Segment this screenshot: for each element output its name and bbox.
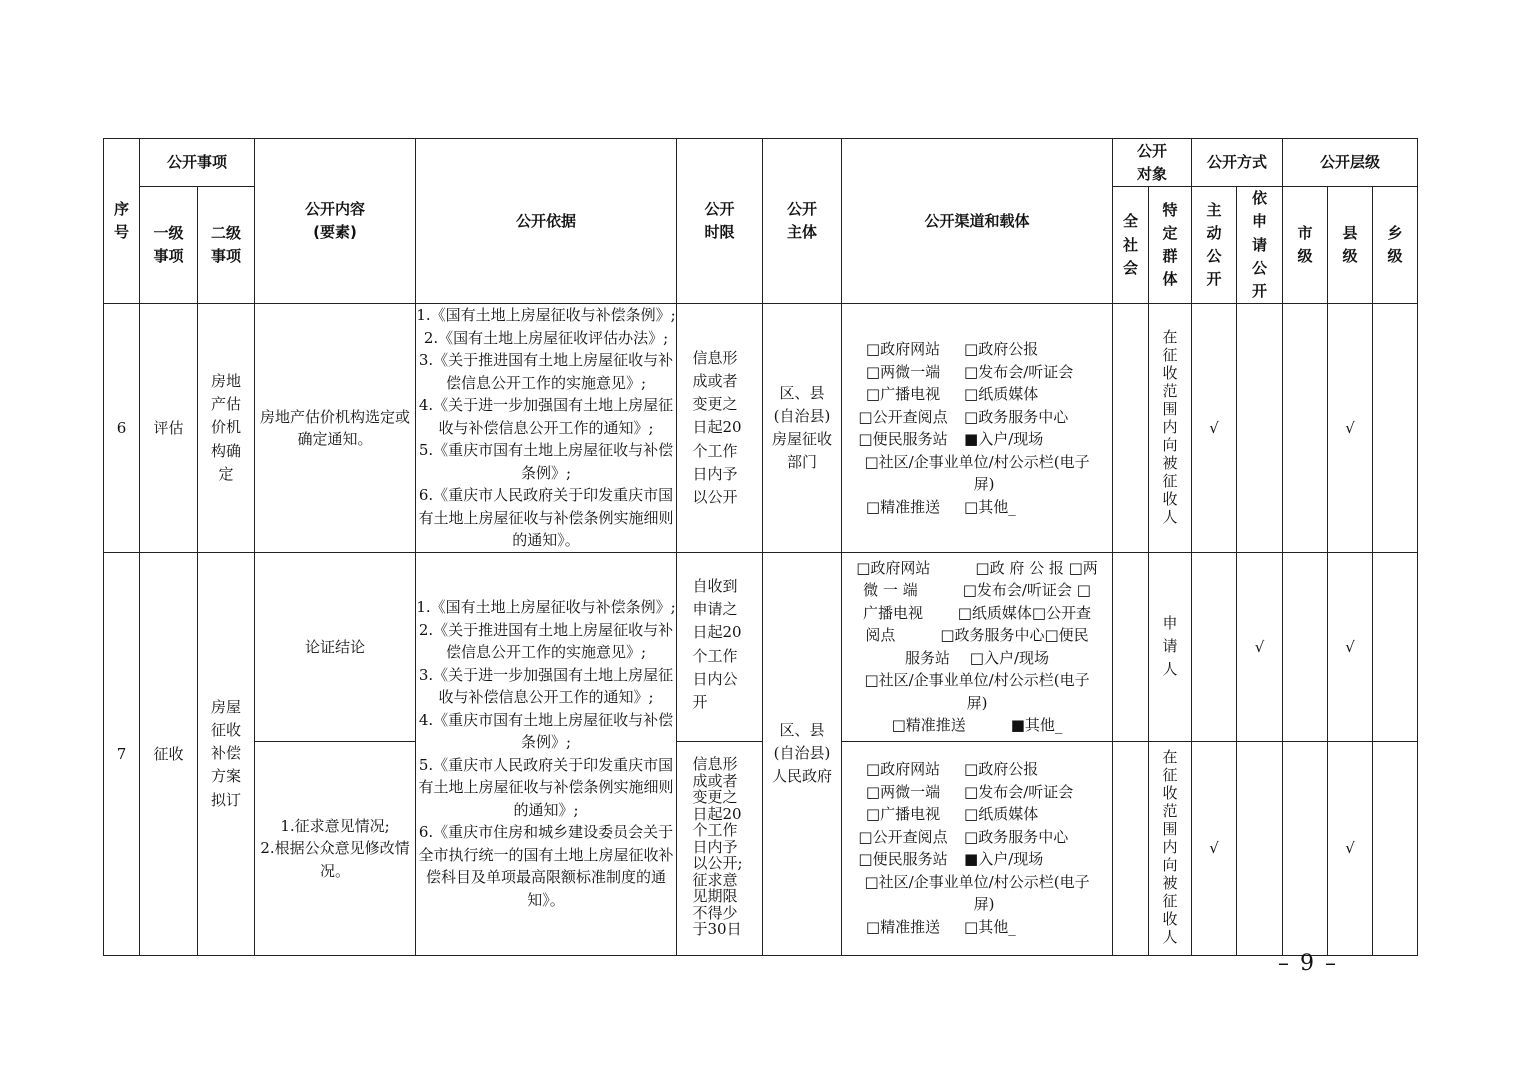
- header-target-group: 公开对象: [1113, 139, 1192, 187]
- header-level-county: 县级: [1328, 187, 1373, 304]
- header-mode-active: 主动公开: [1192, 187, 1237, 304]
- table-row: [104, 741, 1418, 955]
- row7b-channels: □政府网站 □政府公报 □两微一端 □发布会/听证会 □广播电视 □纸质媒体 □公开查阅点 □政务服务中心 □便民服务站 ■入户/现场 □社区/企事业单位/村公示栏(电子 屏) □精准推送 □其他_: [842, 741, 1113, 955]
- row7b-level-town: [1373, 741, 1418, 955]
- row7a-mode-request: √: [1237, 552, 1283, 741]
- header-row-top: [104, 139, 1418, 187]
- row7a-content: 论证结论: [255, 552, 416, 741]
- row7a-mode-active: [1192, 552, 1237, 741]
- header-time-limit: 公开时限: [677, 139, 763, 304]
- row6-level1: 评估: [140, 304, 198, 553]
- row7b-mode-request: [1237, 741, 1283, 955]
- row7a-target-specific: 申请人: [1149, 552, 1192, 741]
- row6-time-limit: 信息形成或者变更之日起20个工作日内予以公开: [677, 304, 763, 553]
- header-level-city: 市级: [1283, 187, 1328, 304]
- row7a-level-city: [1283, 552, 1328, 741]
- disclosure-table: [103, 138, 1418, 956]
- row7-basis: 1.《国有土地上房屋征收与补偿条例》; 2.《关于推进国有土地上房屋征收与补偿信息公开工作的实施意见》; 3.《关于进一步加强国有土地上房屋征收与补偿信息公开工作的通知》; 4.《重庆市国有土地上房屋征收与补偿条例》; 5.《重庆市人民政府关于印发重庆市国有土地上房屋征收与补偿条例实施细则的通知》; 6.《重庆市住房和城乡建设委员会关于全市执行统一的国有土地上房屋征收补偿科目及单项最高限额标准制度的通知》。: [416, 552, 677, 955]
- row7b-target-specific: 在征收范围内向被征收人: [1149, 741, 1192, 955]
- header-mode-request: 依申请公开: [1237, 187, 1283, 304]
- header-level-group: 公开层级: [1283, 139, 1418, 187]
- row6-level2: 房地产估价机构确定: [198, 304, 255, 553]
- row6-content: 房地产估价机构选定或确定通知。: [255, 304, 416, 553]
- header-content: 公开内容(要素): [255, 139, 416, 304]
- row7b-level-city: [1283, 741, 1328, 955]
- row6-seq: 6: [104, 304, 140, 553]
- row7-seq: 7: [104, 552, 140, 955]
- header-basis: 公开依据: [416, 139, 677, 304]
- row6-target-all: [1113, 304, 1149, 553]
- header-channels: 公开渠道和载体: [842, 139, 1113, 304]
- row7-level2: 房屋征收补偿方案拟订: [198, 552, 255, 955]
- row7a-channels: □政府网站 □政 府 公 报 □两 微 一 端 □发布会/听证会 □ 广播电视 □纸质媒体□公开查 阅点 □政务服务中心□便民 服务站 □入户/现场 □社区/企事业单位/村公示栏(电子 屏) □精准推送 ■其他_: [842, 552, 1113, 741]
- row7a-time-limit: 自收到申请之日起20个工作日内公开: [677, 552, 763, 741]
- row7a-target-all: [1113, 552, 1149, 741]
- row6-mode-active: √: [1192, 304, 1237, 553]
- row6-mode-request: [1237, 304, 1283, 553]
- row6-channels: □政府网站 □政府公报 □两微一端 □发布会/听证会 □广播电视 □纸质媒体 □公开查阅点 □政务服务中心 □便民服务站 ■入户/现场 □社区/企事业单位/村公示栏(电子 屏) □精准推送 □其他_: [842, 304, 1113, 553]
- row6-level-town: [1373, 304, 1418, 553]
- row7b-content: 1.征求意见情况; 2.根据公众意见修改情况。: [255, 741, 416, 955]
- page-number: – 9 –: [1278, 951, 1338, 976]
- header-level-town: 乡级: [1373, 187, 1418, 304]
- header-level1: 一级事项: [140, 187, 198, 304]
- header-mode-group: 公开方式: [1192, 139, 1283, 187]
- row6-level-city: [1283, 304, 1328, 553]
- row7a-level-town: [1373, 552, 1418, 741]
- row7b-level-county: √: [1328, 741, 1373, 955]
- row7-subject: 区、县(自治县)人民政府: [763, 552, 842, 955]
- header-target-all: 全社会: [1113, 187, 1149, 304]
- header-target-specific: 特定群体: [1149, 187, 1192, 304]
- row7b-time-limit: 信息形成或者变更之日起20个工作日内予以公开;征求意见期限不得少于30日: [677, 741, 763, 955]
- row6-target-specific: 在征收范围内向被征收人: [1149, 304, 1192, 553]
- table-row: [104, 552, 1418, 741]
- header-item-group: 公开事项: [140, 139, 255, 187]
- table-row: [104, 304, 1418, 553]
- row6-subject: 区、县(自治县)房屋征收部门: [763, 304, 842, 553]
- header-seq: 序号: [104, 139, 140, 304]
- header-level2: 二级事项: [198, 187, 255, 304]
- header-subject: 公开主体: [763, 139, 842, 304]
- row7-level1: 征收: [140, 552, 198, 955]
- row7a-level-county: √: [1328, 552, 1373, 741]
- row6-level-county: √: [1328, 304, 1373, 553]
- row7b-target-all: [1113, 741, 1149, 955]
- row7b-mode-active: √: [1192, 741, 1237, 955]
- row6-basis: 1.《国有土地上房屋征收与补偿条例》; 2.《国有土地上房屋征收评估办法》; 3.《关于推进国有土地上房屋征收与补偿信息公开工作的实施意见》; 4.《关于进一步加强国有土地上房屋征收与补偿信息公开工作的通知》; 5.《重庆市国有土地上房屋征收与补偿条例》; 6.《重庆市人民政府关于印发重庆市国有土地上房屋征收与补偿条例实施细则的通知》。: [416, 304, 677, 553]
